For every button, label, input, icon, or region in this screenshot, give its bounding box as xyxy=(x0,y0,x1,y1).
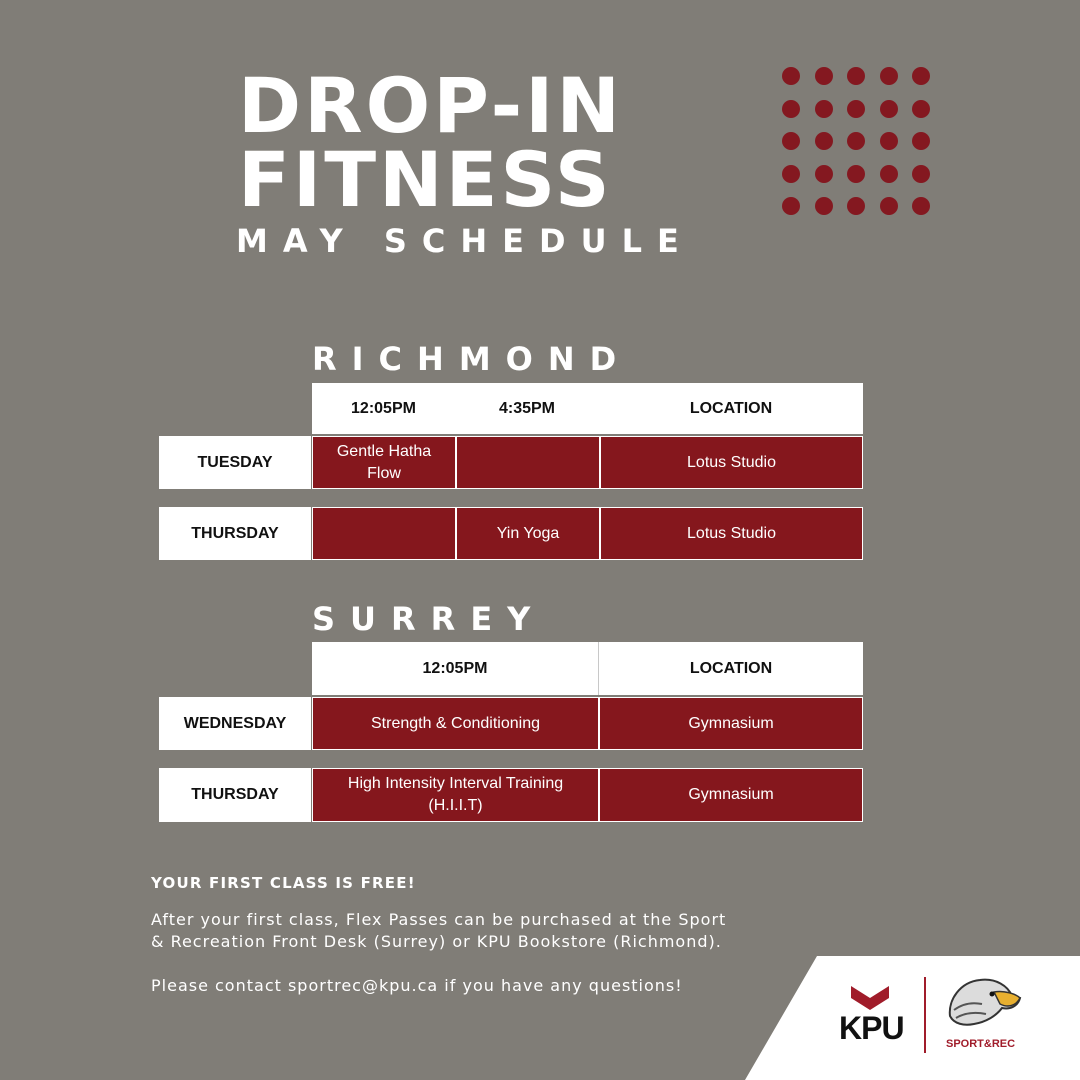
surrey-thursday-1205: High Intensity Interval Training (H.I.I.T) xyxy=(312,768,599,822)
richmond-header-435: 4:35PM xyxy=(498,399,556,417)
dot xyxy=(912,132,930,150)
richmond-heading: RICHMOND xyxy=(312,340,632,378)
dot xyxy=(880,132,898,150)
dot xyxy=(880,165,898,183)
dot xyxy=(815,100,833,118)
logo-divider xyxy=(924,977,926,1053)
dot xyxy=(847,197,865,215)
surrey-heading: SURREY xyxy=(312,600,546,638)
dot xyxy=(847,100,865,118)
surrey-wednesday-location: Gymnasium xyxy=(599,697,863,750)
dot xyxy=(880,100,898,118)
surrey-wednesday-1205: Strength & Conditioning xyxy=(312,697,599,750)
kpu-chevron-logo-icon xyxy=(851,986,889,1012)
dot xyxy=(815,197,833,215)
dot xyxy=(847,67,865,85)
surrey-day-wednesday: WEDNESDAY xyxy=(159,697,311,750)
sport-rec-logo-text: SPORT&REC xyxy=(946,1038,1016,1050)
richmond-tuesday-1205: Gentle Hatha Flow xyxy=(312,436,456,489)
subtitle: MAY SCHEDULE xyxy=(236,222,694,260)
flex-pass-line-1: After your first class, Flex Passes can be purchased at the Sport xyxy=(151,910,727,929)
dot xyxy=(912,67,930,85)
surrey-day-thursday: THURSDAY xyxy=(159,768,311,822)
flex-pass-line-2: & Recreation Front Desk (Surrey) or KPU Bookstore (Richmond). xyxy=(151,932,722,951)
contact-text: Please contact sportrec@kpu.ca if you have any questions! xyxy=(151,976,683,995)
richmond-tuesday-435 xyxy=(456,436,600,489)
richmond-thursday-1205 xyxy=(312,507,456,560)
dot xyxy=(847,132,865,150)
surrey-header-location: LOCATION xyxy=(689,659,773,677)
dot xyxy=(912,165,930,183)
richmond-header-1205: 12:05PM xyxy=(351,399,416,417)
richmond-day-tuesday: TUESDAY xyxy=(159,436,311,489)
dot xyxy=(815,67,833,85)
dot xyxy=(782,67,800,85)
dot xyxy=(815,132,833,150)
surrey-header-1205: 12:05PM xyxy=(422,659,488,677)
dot xyxy=(912,197,930,215)
title-line-1: DROP-IN xyxy=(238,61,624,150)
richmond-header-location: LOCATION xyxy=(689,399,773,417)
richmond-thursday-435: Yin Yoga xyxy=(456,507,600,560)
first-class-free-heading: YOUR FIRST CLASS IS FREE! xyxy=(151,874,416,892)
dot xyxy=(880,67,898,85)
richmond-day-thursday: THURSDAY xyxy=(159,507,311,560)
logo-panel xyxy=(745,956,1080,1080)
dot xyxy=(782,197,800,215)
kpu-logo-text: KPU xyxy=(839,1010,904,1046)
dot xyxy=(847,165,865,183)
eagle-mascot-icon xyxy=(946,976,1022,1036)
dot xyxy=(880,197,898,215)
title-line-2: FITNESS xyxy=(238,135,613,224)
dot xyxy=(912,100,930,118)
dot xyxy=(815,165,833,183)
dot xyxy=(782,165,800,183)
dot xyxy=(782,100,800,118)
surrey-thursday-location: Gymnasium xyxy=(599,768,863,822)
richmond-thursday-location: Lotus Studio xyxy=(600,507,863,560)
dot xyxy=(782,132,800,150)
richmond-tuesday-location: Lotus Studio xyxy=(600,436,863,489)
dot-grid-decoration xyxy=(782,67,932,222)
